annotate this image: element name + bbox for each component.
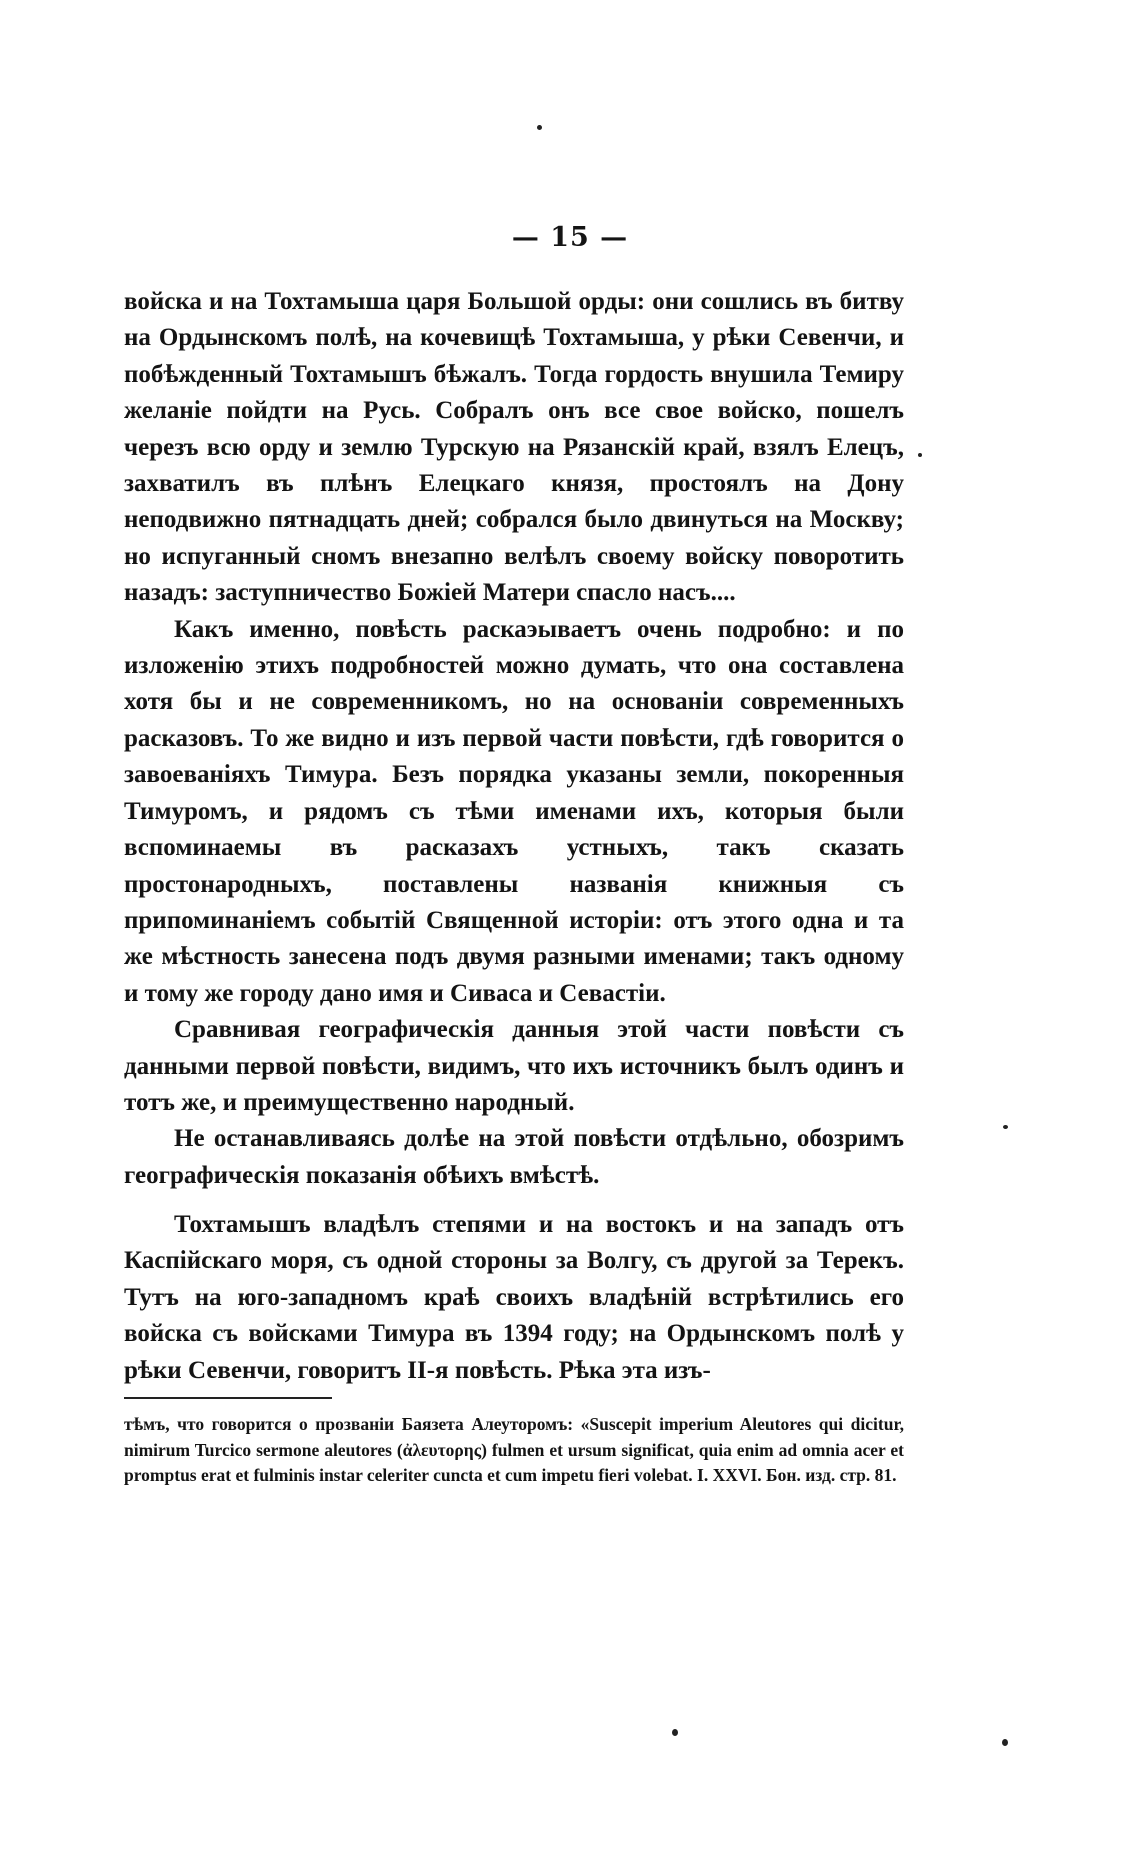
scan-speck	[537, 125, 542, 130]
page-number: — 15 —	[511, 222, 629, 253]
scan-speck	[672, 1729, 678, 1736]
footnote: тѣмъ, что говорится о прозваніи Баязета Алеуторомъ: «Suscepit imperium Aleutores qui dicitur, nimirum Turcico sermone aleutores (ἀλευτορης) fulmen et ursum significat, quia enim ad omnia acer et promptus erat et fulminis instar celeriter cuncta et cum impetu fieri volebat. I. XXVI. Бон. изд. стр. 81.	[124, 1414, 904, 1485]
footnote-divider	[124, 1397, 332, 1399]
paragraph-narrative-analysis: Какъ именно, повѣсть раскаэываетъ очень подробно: и по изложенію этихъ подробностей можно думать, что она составлена хотя бы и не современникомъ, но на основаніи современныхъ расказовъ. То же видно и изъ первой части повѣсти, гдѣ говорится о завоеваніяхъ Тимура. Безъ порядка указаны земли, покоренныя Тимуромъ, и рядомъ съ тѣми именами ихъ, которыя были вспоминаемы въ расказахъ устныхъ, такъ сказать простонародныхъ, поставлены названія книжныя съ припоминаніемъ событій Священной исторіи: отъ этого одна и та же мѣстность занесена подъ двумя разными именами; такъ одному и тому же городу дано имя и Сиваса и Севастіи.	[124, 615, 904, 1007]
scan-speck	[918, 453, 922, 457]
scan-speck	[1002, 1739, 1008, 1746]
main-text	[124, 284, 904, 1194]
paragraph-overview: Не останавливаясь долѣе на этой повѣсти отдѣльно, обозримъ географическія показанія обѣихъ вмѣстѣ.	[124, 1125, 904, 1189]
paragraph-continuation: войска и на Тохтамыша царя Большой орды: они сошлись въ битву на Ордынскомъ полѣ, на кочевищѣ Тохтамыша, у рѣки Севенчи, и побѣжденный Тохтамышъ бѣжалъ. Тогда гордость внушила Темиру желаніе пойдти на Русь. Собралъ онъ все свое войско, пошелъ черезъ всю орду и землю Турскую на Рязанскій край, взялъ Елецъ, захватилъ въ плѣнъ Елецкаго князя, простоялъ на Дону неподвижно пятнадцать дней; собрался было двинуться на Москву; но испуганный сномъ внезапно велѣлъ своему войску поворотить назадъ: заступничество Божіей Матери спасло насъ....	[124, 288, 904, 607]
paragraph-comparison: Сравнивая географическія данныя этой части повѣсти съ данными первой повѣсти, видимъ, что ихъ источникъ былъ одинъ и тотъ же, и преимущественно народный.	[124, 1016, 904, 1116]
paragraph-tokhtamysh: Тохтамышъ владѣлъ степями и на востокъ и на западъ отъ Каспійскаго моря, съ одной стороны за Волгу, съ другой за Терекъ. Тутъ на юго-западномъ краѣ своихъ владѣній встрѣтились его войска съ войсками Тимура въ 1394 году; на Ордынскомъ полѣ у рѣки Севенчи, говоритъ II-я повѣсть. Рѣка эта изъ-	[124, 1211, 904, 1384]
scan-speck	[1003, 1125, 1008, 1129]
section-text	[124, 1207, 904, 1389]
